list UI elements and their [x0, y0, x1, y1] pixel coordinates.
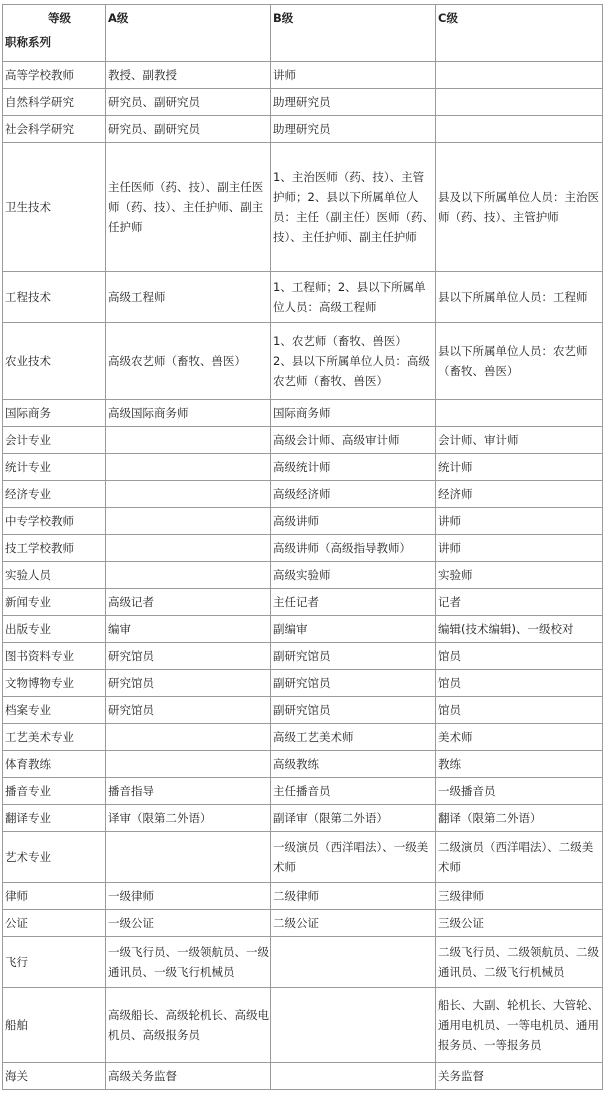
table-row: [3, 481, 603, 508]
grade-b-cell: 高级统计师: [271, 454, 436, 481]
grade-c-cell: 美术师: [436, 724, 603, 751]
grade-c-cell: 馆员: [436, 697, 603, 724]
grade-a-cell: 一级律师: [106, 883, 271, 910]
grade-c-cell: 记者: [436, 589, 603, 616]
grade-a-cell: 高级关务监督: [106, 1063, 271, 1090]
table-row: [3, 910, 603, 937]
grade-b-cell: 主任记者: [271, 589, 436, 616]
series-cell: 文物博物专业: [3, 670, 106, 697]
series-cell: 中专学校教师: [3, 508, 106, 535]
series-cell: 图书资料专业: [3, 643, 106, 670]
grade-a-cell: [106, 535, 271, 562]
table-row: [3, 805, 603, 832]
grade-c-cell: 翻译（限第二外语）: [436, 805, 603, 832]
title-grade-table: [2, 4, 603, 1090]
series-cell: 船舶: [3, 988, 106, 1063]
table-row: [3, 988, 603, 1063]
series-cell: 公证: [3, 910, 106, 937]
grade-b-cell: [271, 988, 436, 1063]
grade-a-cell: 编审: [106, 616, 271, 643]
table-row: [3, 697, 603, 724]
grade-a-cell: [106, 481, 271, 508]
grade-a-cell: 教授、副教授: [106, 62, 271, 89]
grade-c-cell: 实验师: [436, 562, 603, 589]
grade-c-cell: 馆员: [436, 670, 603, 697]
grade-c-cell: 三级公证: [436, 910, 603, 937]
grade-b-cell: [271, 1063, 436, 1090]
series-cell: 高等学校教师: [3, 62, 106, 89]
series-cell: 艺术专业: [3, 832, 106, 883]
grade-a-cell: 高级工程师: [106, 272, 271, 323]
series-cell: 社会科学研究: [3, 116, 106, 143]
series-cell: 技工学校教师: [3, 535, 106, 562]
grade-a-cell: [106, 508, 271, 535]
grade-a-cell: 译审（限第二外语）: [106, 805, 271, 832]
grade-a-cell: [106, 562, 271, 589]
grade-c-cell: 讲师: [436, 508, 603, 535]
grade-a-cell: [106, 724, 271, 751]
grade-a-cell: 一级公证: [106, 910, 271, 937]
series-cell: 经济专业: [3, 481, 106, 508]
table-row: [3, 937, 603, 988]
grade-b-cell: 一级演员（西洋唱法）、一级美术师: [271, 832, 436, 883]
table-row: [3, 272, 603, 323]
grade-c-cell: 二级演员（西洋唱法）、二级美术师: [436, 832, 603, 883]
series-cell: 会计专业: [3, 427, 106, 454]
grade-b-cell: 讲师: [271, 62, 436, 89]
grade-b-cell: 副研究馆员: [271, 697, 436, 724]
table-row: [3, 89, 603, 116]
grade-a-cell: 研究馆员: [106, 670, 271, 697]
table-row: [3, 589, 603, 616]
grade-b-cell: 副研究馆员: [271, 670, 436, 697]
table-row: [3, 62, 603, 89]
table-row: [3, 832, 603, 883]
series-cell: 农业技术: [3, 323, 106, 400]
grade-b-cell: 高级讲师: [271, 508, 436, 535]
grade-a-cell: 高级农艺师（畜牧、兽医）: [106, 323, 271, 400]
grade-b-cell: 高级讲师（高级指导教师）: [271, 535, 436, 562]
grade-c-cell: 馆员: [436, 643, 603, 670]
grade-c-cell: 教练: [436, 751, 603, 778]
grade-a-cell: [106, 751, 271, 778]
grade-c-cell: 编辑(技术编辑)、一级校对: [436, 616, 603, 643]
series-cell: 档案专业: [3, 697, 106, 724]
table-row: [3, 427, 603, 454]
grade-c-cell: [436, 62, 603, 89]
table-row: [3, 1063, 603, 1090]
series-cell: 海关: [3, 1063, 106, 1090]
grade-a-cell: 高级记者: [106, 589, 271, 616]
series-cell: 自然科学研究: [3, 89, 106, 116]
table-row: [3, 562, 603, 589]
grade-c-cell: 县以下所属单位人员：农艺师（畜牧、兽医）: [436, 323, 603, 400]
grade-b-cell: 助理研究员: [271, 116, 436, 143]
grade-b-cell: 助理研究员: [271, 89, 436, 116]
header-col-b: B级: [271, 5, 436, 62]
grade-b-cell: 高级实验师: [271, 562, 436, 589]
table-row: [3, 724, 603, 751]
grade-c-cell: 会计师、审计师: [436, 427, 603, 454]
series-cell: 飞行: [3, 937, 106, 988]
grade-b-cell: 国际商务师: [271, 400, 436, 427]
grade-c-cell: 三级律师: [436, 883, 603, 910]
header-col-a: A级: [106, 5, 271, 62]
grade-a-cell: 研究馆员: [106, 643, 271, 670]
grade-a-cell: 播音指导: [106, 778, 271, 805]
grade-b-cell: 1、工程师；2、县以下所属单位人员：高级工程师: [271, 272, 436, 323]
series-cell: 工程技术: [3, 272, 106, 323]
table-row: [3, 143, 603, 272]
grade-c-cell: 二级飞行员、二级领航员、二级通讯员、二级飞行机械员: [436, 937, 603, 988]
table-row: [3, 883, 603, 910]
table-row: [3, 751, 603, 778]
grade-b-cell: 高级会计师、高级审计师: [271, 427, 436, 454]
grade-a-cell: 主任医师（药、技）、副主任医师（药、技）、主任护师、副主任护师: [106, 143, 271, 272]
grade-a-cell: [106, 832, 271, 883]
grade-b-cell: 副研究馆员: [271, 643, 436, 670]
grade-b-cell: 高级经济师: [271, 481, 436, 508]
series-cell: 播音专业: [3, 778, 106, 805]
table-row: [3, 116, 603, 143]
table-row: [3, 400, 603, 427]
grade-b-cell: 二级律师: [271, 883, 436, 910]
series-cell: 体育教练: [3, 751, 106, 778]
table-row: [3, 670, 603, 697]
grade-b-cell: [271, 937, 436, 988]
grade-a-cell: 研究员、副研究员: [106, 116, 271, 143]
grade-c-cell: 经济师: [436, 481, 603, 508]
header-row: [3, 5, 603, 62]
series-cell: 出版专业: [3, 616, 106, 643]
table-row: [3, 778, 603, 805]
grade-c-cell: 讲师: [436, 535, 603, 562]
table-row: [3, 616, 603, 643]
grade-b-cell: 副编审: [271, 616, 436, 643]
series-cell: 律师: [3, 883, 106, 910]
grade-a-cell: [106, 427, 271, 454]
grade-a-cell: 高级国际商务师: [106, 400, 271, 427]
grade-c-cell: 一级播音员: [436, 778, 603, 805]
series-cell: 新闻专业: [3, 589, 106, 616]
header-grade-label: 等级: [48, 11, 71, 25]
grade-a-cell: [106, 454, 271, 481]
grade-c-cell: [436, 89, 603, 116]
series-cell: 卫生技术: [3, 143, 106, 272]
grade-b-cell: 副译审（限第二外语）: [271, 805, 436, 832]
table-row: [3, 454, 603, 481]
series-cell: 国际商务: [3, 400, 106, 427]
series-cell: 实验人员: [3, 562, 106, 589]
title-grade-table-container: [2, 4, 603, 1090]
grade-a-cell: 研究馆员: [106, 697, 271, 724]
grade-c-cell: [436, 116, 603, 143]
grade-b-cell: 二级公证: [271, 910, 436, 937]
grade-a-cell: 研究员、副研究员: [106, 89, 271, 116]
grade-c-cell: 县及以下所属单位人员：主治医师（药、技）、主管护师: [436, 143, 603, 272]
table-row: [3, 643, 603, 670]
grade-b-cell: 1、农艺师（畜牧、兽医） 2、县以下所属单位人员：高级农艺师（畜牧、兽医）: [271, 323, 436, 400]
grade-a-cell: 一级飞行员、一级领航员、一级通讯员、一级飞行机械员: [106, 937, 271, 988]
grade-b-cell: 1、主治医师（药、技）、主管护师；2、县以下所属单位人员：主任（副主任）医师（药、技）、主任护师、副主任护师: [271, 143, 436, 272]
header-col-c: C级: [436, 5, 603, 62]
series-cell: 工艺美术专业: [3, 724, 106, 751]
table-row: [3, 508, 603, 535]
header-series-label: 职称系列: [5, 35, 51, 49]
grade-c-cell: [436, 400, 603, 427]
grade-b-cell: 主任播音员: [271, 778, 436, 805]
series-cell: 统计专业: [3, 454, 106, 481]
table-row: [3, 535, 603, 562]
grade-c-cell: 统计师: [436, 454, 603, 481]
grade-b-cell: 高级教练: [271, 751, 436, 778]
grade-b-cell: 高级工艺美术师: [271, 724, 436, 751]
grade-c-cell: 县以下所属单位人员：工程师: [436, 272, 603, 323]
header-corner-cell: [3, 5, 106, 62]
series-cell: 翻译专业: [3, 805, 106, 832]
table-row: [3, 323, 603, 400]
grade-a-cell: 高级船长、高级轮机长、高级电机员、高级报务员: [106, 988, 271, 1063]
grade-c-cell: 关务监督: [436, 1063, 603, 1090]
grade-c-cell: 船长、大副、轮机长、大管轮、通用电机员、一等电机员、通用报务员、一等报务员: [436, 988, 603, 1063]
